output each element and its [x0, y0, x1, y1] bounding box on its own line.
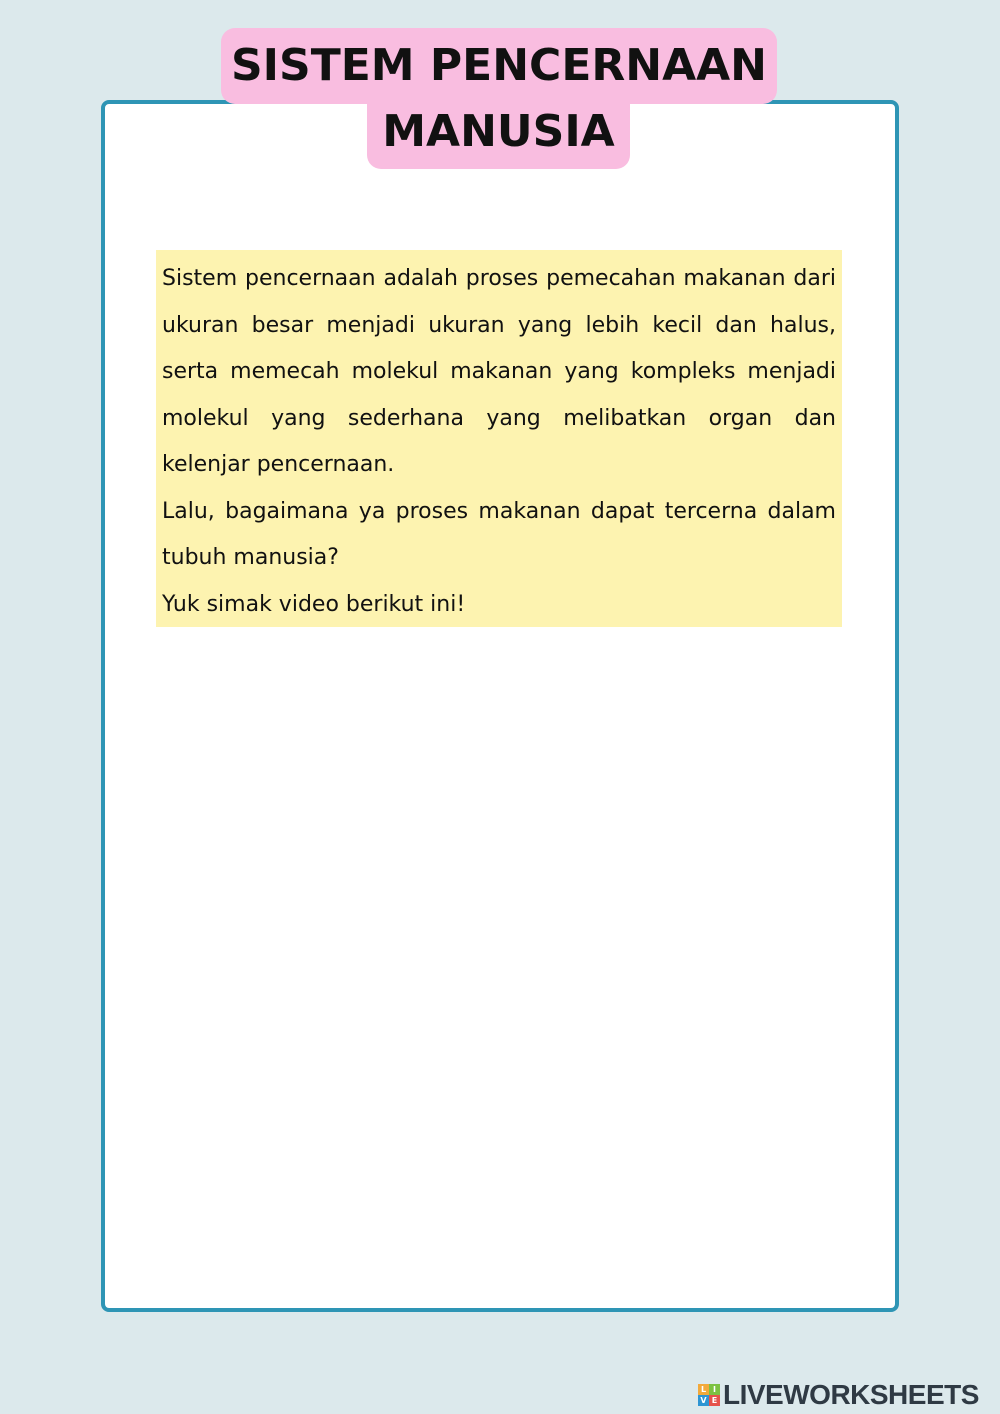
- liveworksheets-mark-icon: L I V E: [698, 1384, 720, 1406]
- liveworksheets-brand: LIVEWORKSHEETS: [723, 1379, 979, 1410]
- intro-paragraph: Sistem pencernaan adalah proses pemecahan makanan dari ukuran besar menjadi ukuran yang lebih kecil dan halus, serta memecah molekul makanan yang kompleks menjadi molekul yang sederhana yang melibatkan organ dan kelenjar pencernaan.: [162, 266, 836, 477]
- question-paragraph: Lalu, bagaimana ya proses makanan dapat tercerna dalam tubuh manusia?: [162, 498, 836, 570]
- intro-text-box: [156, 250, 842, 627]
- page-title-line2: MANUSIA: [367, 95, 630, 169]
- page-title-line1: SISTEM PENCERNAAN: [221, 28, 777, 104]
- liveworksheets-logo: [698, 1380, 979, 1410]
- cta-paragraph: Yuk simak video berikut ini!: [162, 591, 466, 617]
